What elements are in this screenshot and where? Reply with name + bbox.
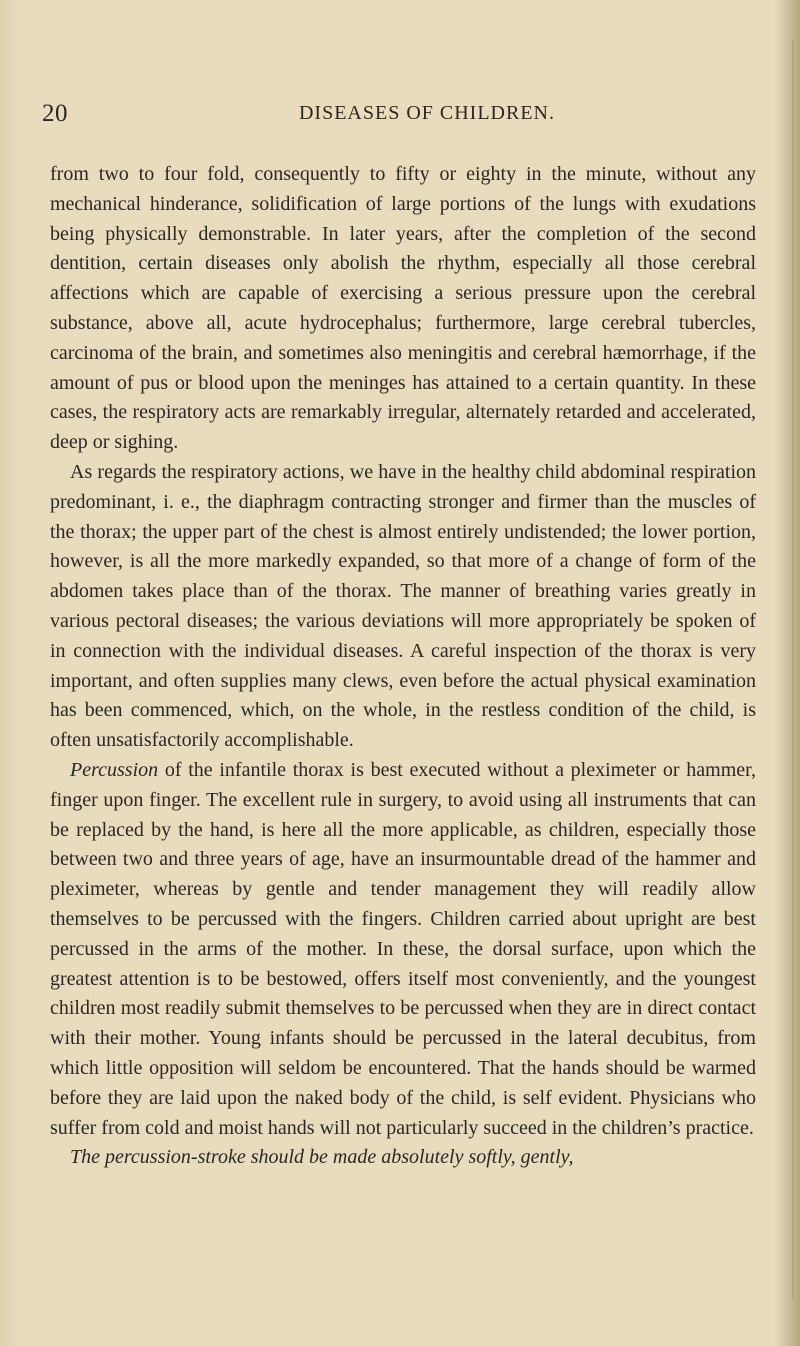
- paragraph-percussion-stroke: The percussion-stroke should be made absolutely softly, gently,: [70, 1146, 574, 1169]
- paragraph-percussion: [50, 756, 756, 1143]
- page-right-shadow: [774, 0, 800, 1346]
- percussion-text: of the infantile thorax is best executed without a pleximeter or hammer, finger upon finger. The excellent rule in surgery, to avoid using all instruments that can be replaced by the hand, is here all the more applicable, as children, especially those between two and three years of age, have an insurmountable dread of the hammer and pleximeter, whereas by gentle and tender management they will readily allow themselves to be percussed with the fingers. Children carried about upright are best percussed in the arms of the mother. In these, the dorsal surface, upon which the greatest attention is to be bestowed, offers itself most conveniently, and the youngest children most readily submit themselves to be percussed when they are in direct contact with their mother. Young infants should be percussed in the lateral decubitus, from which little opposition will seldom be encountered. That the hands should be warmed before they are laid upon the naked body of the child, is self evident. Physicians who suffer from cold and moist hands will not particularly succeed in the children’s practice.: [50, 758, 756, 1139]
- page-left-shadow: [0, 0, 18, 1346]
- percussion-term: Percussion: [70, 758, 159, 781]
- page-number: 20: [42, 100, 68, 127]
- page-edge: [792, 40, 794, 1300]
- running-title: DISEASES OF CHILDREN.: [298, 102, 556, 124]
- body-text: [50, 160, 756, 1173]
- paragraph-respiratory-actions: As regards the respiratory actions, we have in the healthy child abdominal respiration predominant, i. e., the diaphragm contracting stronger and firmer than the muscles of the thorax; the upper part of the chest is almost entirely undistended; the lower portion, however, is all the more markedly expanded, so that more of a change of form of the abdomen takes place than of the thorax. The manner of breathing varies greatly in various pectoral diseases; the various deviations will more appropriately be spoken of in connection with the individual diseases. A careful inspection of the thorax is very important, and often supplies many clews, even before the actual physical examination has been commenced, which, on the whole, in the restless condition of the child, is often unsatisfactorily accomplishable.: [50, 460, 756, 752]
- page-header: [42, 100, 742, 140]
- paragraph-continuation: from two to four fold, consequently to fifty or eighty in the minute, without any mechanical hinderance, solidification of large portions of the lungs with exudations being physically demonstrable. In later years, after the completion of the second dentition, certain diseases only abolish the rhythm, especially all those cerebral affections which are capable of exercising a serious pressure upon the cerebral substance, above all, acute hydrocephalus; furthermore, large cerebral tubercles, carcinoma of the brain, and sometimes also meningitis and cerebral hæmorrhage, if the amount of pus or blood upon the meninges has attained to a certain quantity. In these cases, the respiratory acts are remarkably irregular, alternately retarded and accelerated, deep or sighing.: [50, 163, 756, 454]
